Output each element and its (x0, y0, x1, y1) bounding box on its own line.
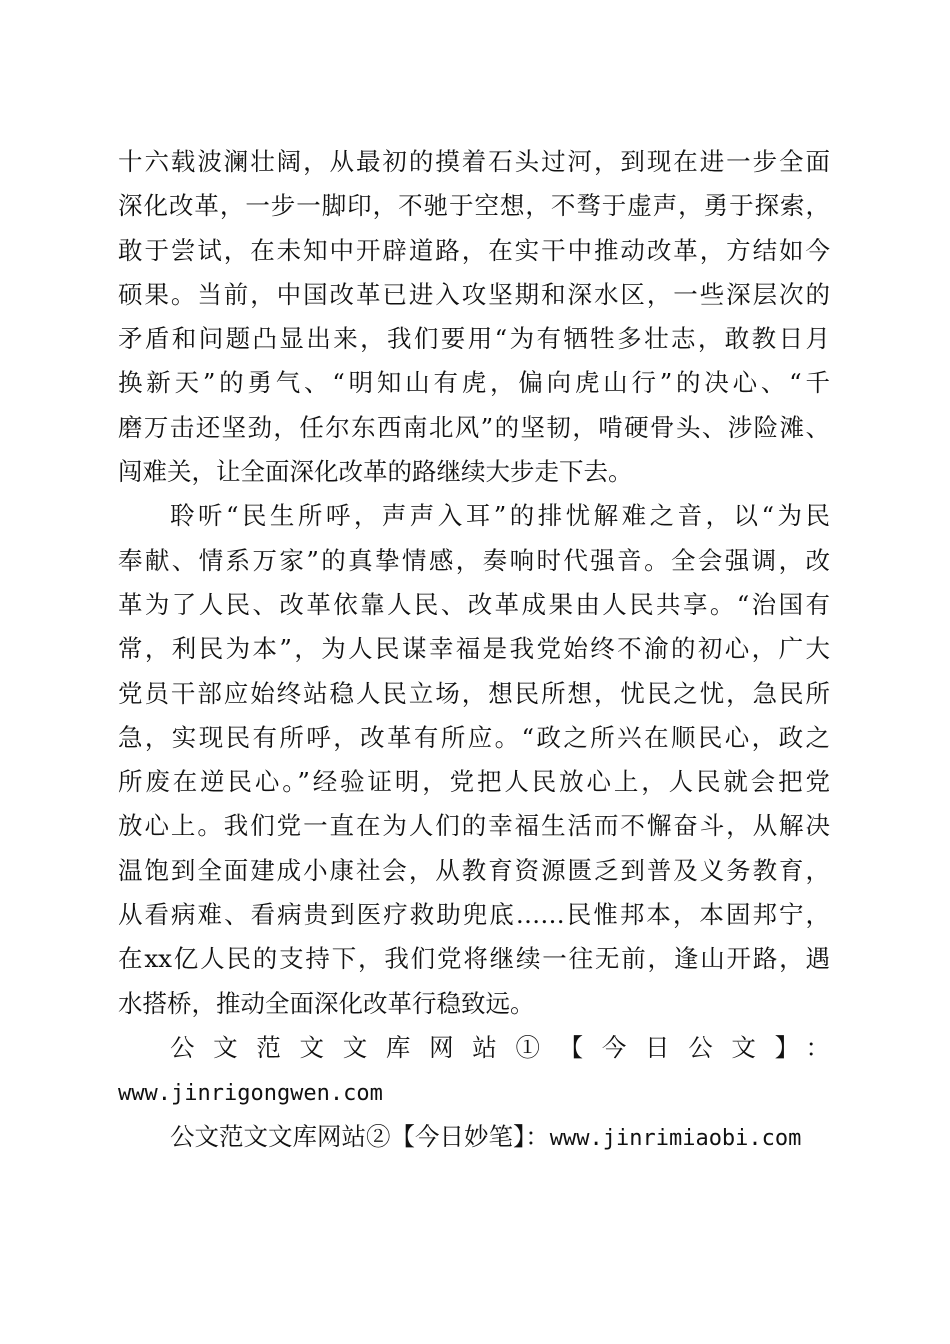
paragraph-line: 急，实现民有所呼，改革有所应。“政之所兴在顺民心，政之 (118, 722, 830, 752)
paragraph-line: 聆听“民生所呼，声声入耳”的排忧解难之音，以“为民 (170, 501, 830, 531)
paragraph-line: 硕果。当前，中国改革已进入攻坚期和深水区，一些深层次的 (118, 279, 830, 309)
paragraph-line: 水搭桥，推动全面深化改革行稳致远。 (118, 988, 535, 1018)
paragraph-line: 十六载波澜壮阔，从最初的摸着石头过河，到现在进一步全面 (118, 147, 830, 176)
site-2-line (118, 1115, 830, 1159)
paragraph-line: 在xx亿人民的支持下，我们党将继续一往无前，逢山开路，遇 (118, 944, 830, 974)
paragraph-line: 闯难关，让全面深化改革的路继续大步走下去。 (118, 457, 633, 487)
paragraph-line: 磨万击还坚劲，任尔东西南北风”的坚韧，啃硬骨头、涉险滩、 (118, 412, 830, 442)
paragraph-line: 奉献、情系万家”的真挚情感，奏响时代强音。全会强调，改 (118, 545, 830, 575)
paragraph-line: 放心上。我们党一直在为人们的幸福生活而不懈奋斗，从解决 (118, 811, 830, 841)
paragraph-2 (118, 494, 830, 1026)
site-1-url-line (118, 1070, 830, 1114)
paragraph-line: 矛盾和问题凸显出来，我们要用“为有牺牲多壮志，敢教日月 (118, 324, 830, 354)
site-1-label: 公文范文文库网站①【今日公文】： (170, 1032, 830, 1062)
paragraph-line: 温饱到全面建成小康社会，从教育资源匮乏到普及义务教育， (118, 855, 830, 885)
site-2-label: 公文范文文库网站②【今日妙笔】： (170, 1121, 550, 1151)
paragraph-line: 党员干部应始终站稳人民立场，想民所想，忧民之忧，急民所 (118, 678, 830, 708)
paragraph-line: 敢于尝试，在未知中开辟道路，在实干中推动改革，方结如今 (118, 235, 830, 265)
site-1-url[interactable]: www.jinrigongwen.com (118, 1081, 383, 1107)
paragraph-line: 从看病难、看病贵到医疗救助兜底……民惟邦本，本固邦宁， (118, 900, 830, 930)
paragraph-line: 革为了人民、改革依靠人民、改革成果由人民共享。“治国有 (118, 589, 830, 619)
paragraph-line: 常，利民为本”，为人民谋幸福是我党始终不渝的初心，广大 (118, 634, 830, 664)
paragraph-line: 换新天”的勇气、“明知山有虎，偏向虎山行”的决心、“千 (118, 368, 830, 398)
paragraph-line: 所废在逆民心。”经验证明，党把人民放心上，人民就会把党 (118, 767, 830, 797)
document-body (118, 140, 830, 1159)
site-2-url[interactable]: www.jinrimiaobi.com (549, 1125, 802, 1151)
site-references (118, 1026, 830, 1159)
paragraph-1 (118, 140, 830, 494)
paragraph-line: 深化改革，一步一脚印，不驰于空想，不骛于虚声，勇于探索， (118, 191, 830, 221)
